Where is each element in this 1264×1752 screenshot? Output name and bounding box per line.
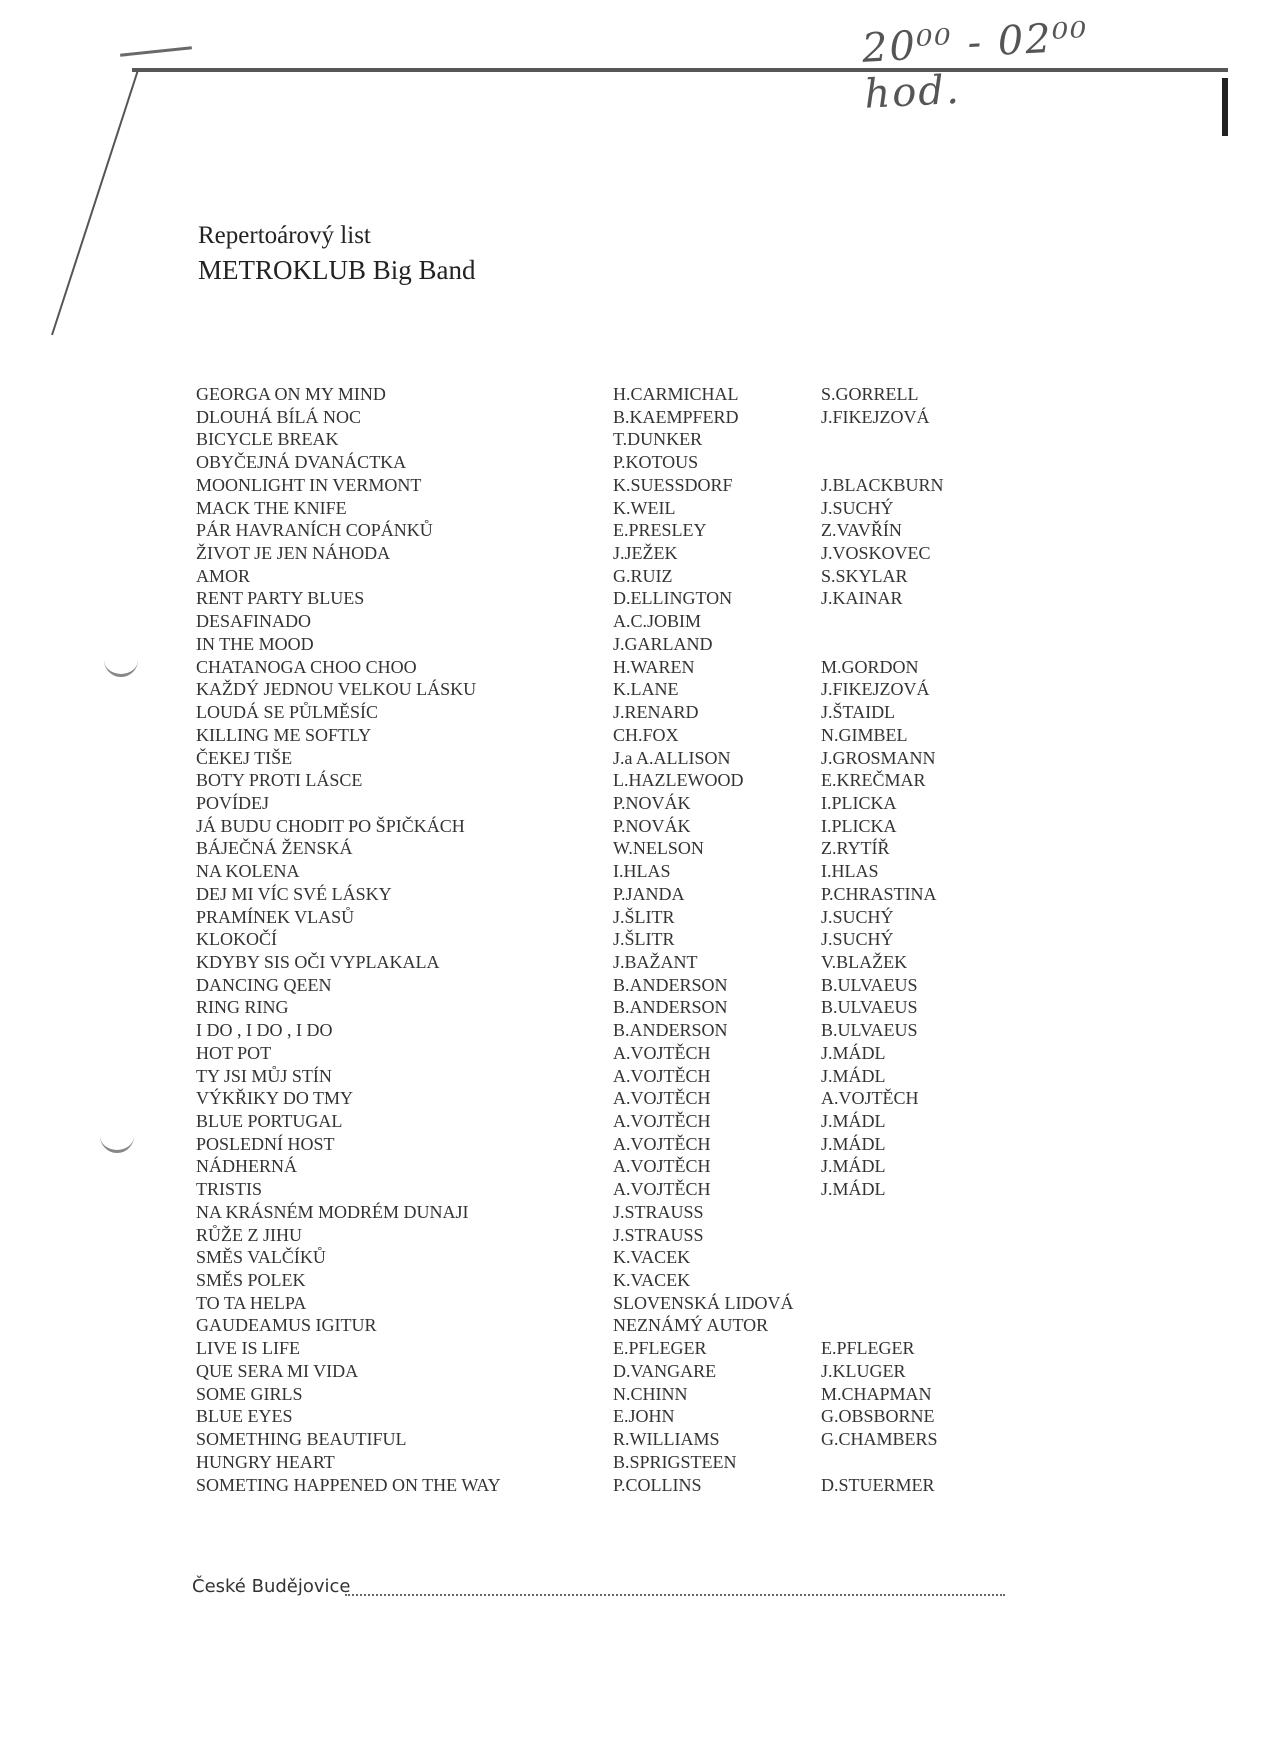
song-title: RING RING	[196, 997, 289, 1018]
composer-name: A.VOJTĚCH	[613, 1111, 711, 1131]
composer-name: H.WAREN	[613, 656, 695, 677]
lyricist-name: I.PLICKA	[821, 815, 897, 836]
lyricist-name: N.GIMBEL	[821, 724, 908, 745]
composer-name: P.NOVÁK	[613, 815, 691, 836]
song-title: SMĚS POLEK	[196, 1270, 306, 1291]
repertoire-row	[196, 974, 1096, 997]
lyricist-name: J.SUCHÝ	[821, 929, 894, 950]
lyricist-name: J.BLACKBURN	[821, 474, 944, 495]
repertoire-row	[196, 883, 1096, 906]
repertoire-row	[196, 1292, 1096, 1315]
composer-name: B.ANDERSON	[613, 997, 728, 1018]
composer-name: J.a A.ALLISON	[613, 747, 731, 768]
song-title: OBYČEJNÁ DVANÁCTKA	[196, 452, 407, 473]
repertoire-row	[196, 1360, 1096, 1383]
repertoire-row	[196, 678, 1096, 701]
repertoire-row	[196, 1451, 1096, 1474]
lyricist-name: V.BLAŽEK	[821, 951, 908, 972]
composer-name: A.VOJTĚCH	[613, 1179, 711, 1200]
repertoire-row	[196, 1201, 1096, 1224]
song-title: TRISTIS	[196, 1179, 263, 1200]
repertoire-row	[196, 542, 1096, 565]
composer-name: P.NOVÁK	[613, 792, 691, 813]
footer-place: České Budějovice	[192, 1576, 351, 1597]
song-title: ČEKEJ TIŠE	[196, 747, 293, 768]
repertoire-row	[196, 747, 1096, 770]
song-title: I DO , I DO , I DO	[196, 1020, 333, 1041]
song-title: AMOR	[196, 565, 251, 586]
composer-name: B.ANDERSON	[613, 974, 728, 995]
composer-name: B.ANDERSON	[613, 1020, 728, 1041]
punch-hole	[104, 650, 138, 677]
song-title: DLOUHÁ BÍLÁ NOC	[196, 406, 361, 427]
lyricist-name: Z.RYTÍŘ	[821, 838, 890, 859]
repertoire-row	[196, 1428, 1096, 1451]
song-title: RŮŽE Z JIHU	[196, 1224, 302, 1245]
song-title: BLUE EYES	[196, 1406, 293, 1427]
composer-name: K.VACEK	[613, 1247, 691, 1268]
repertoire-row	[196, 587, 1096, 610]
song-title: BICYCLE BREAK	[196, 429, 339, 450]
song-title: PRAMÍNEK VLASŮ	[196, 906, 355, 927]
punch-hole	[100, 1126, 134, 1153]
lyricist-name: Z.VAVŘÍN	[821, 520, 902, 541]
repertoire-row	[196, 406, 1096, 429]
composer-name: I.HLAS	[613, 861, 671, 882]
composer-name: CH.FOX	[613, 724, 679, 745]
song-title: LOUDÁ SE PŮLMĚSÍC	[196, 702, 379, 723]
repertoire-row	[196, 1474, 1096, 1497]
song-title: SOMETING HAPPENED ON THE WAY	[196, 1474, 501, 1495]
composer-name: D.VANGARE	[613, 1360, 717, 1381]
repertoire-row	[196, 906, 1096, 929]
repertoire-row	[196, 1133, 1096, 1156]
composer-name: D.ELLINGTON	[613, 588, 733, 609]
lyricist-name: J.GROSMANN	[821, 747, 936, 768]
composer-name: K.VACEK	[613, 1270, 691, 1291]
composer-name: R.WILLIAMS	[613, 1429, 720, 1450]
composer-name: L.HAZLEWOOD	[613, 770, 744, 791]
repertoire-row	[196, 1383, 1096, 1406]
song-title: NÁDHERNÁ	[196, 1156, 297, 1177]
document-title	[198, 219, 476, 287]
lyricist-name: E.PFLEGER	[821, 1338, 915, 1359]
repertoire-row	[196, 1110, 1096, 1133]
lyricist-name: J.MÁDL	[821, 1111, 886, 1131]
lyricist-name: I.HLAS	[821, 861, 879, 882]
song-title: CHATANOGA CHOO CHOO	[196, 656, 417, 677]
lyricist-name: J.ŠTAIDL	[821, 702, 896, 723]
composer-name: P.KOTOUS	[613, 452, 699, 473]
composer-name: G.RUIZ	[613, 565, 673, 586]
composer-name: K.LANE	[613, 679, 679, 700]
repertoire-row	[196, 701, 1096, 724]
composer-name: E.PRESLEY	[613, 520, 707, 541]
song-title: IN THE MOOD	[196, 633, 314, 654]
repertoire-row	[196, 996, 1096, 1019]
title-band-name: METROKLUB Big Band	[198, 255, 476, 285]
repertoire-row	[196, 656, 1096, 679]
song-title: GEORGA ON MY MIND	[196, 384, 386, 404]
repertoire-row	[196, 792, 1096, 815]
song-title: KLOKOČÍ	[196, 929, 277, 950]
composer-name: W.NELSON	[613, 838, 704, 859]
song-title: NA KOLENA	[196, 861, 300, 882]
composer-name: A.VOJTĚCH	[613, 1156, 711, 1177]
lyricist-name: J.SUCHÝ	[821, 497, 894, 518]
composer-name: K.SUESSDORF	[613, 474, 733, 495]
scan-edge-line	[0, 0, 200, 360]
lyricist-name: P.CHRASTINA	[821, 883, 937, 904]
composer-name: T.DUNKER	[613, 429, 703, 450]
composer-name: P.COLLINS	[613, 1474, 702, 1495]
song-title: DANCING QEEN	[196, 974, 332, 995]
repertoire-row	[196, 565, 1096, 588]
repertoire-row	[196, 860, 1096, 883]
repertoire-row	[196, 1314, 1096, 1337]
lyricist-name: J.FIKEJZOVÁ	[821, 406, 930, 427]
lyricist-name: J.VOSKOVEC	[821, 543, 931, 564]
song-title: DEJ MI VÍC SVÉ LÁSKY	[196, 883, 392, 904]
title-repertoire-list: Repertoárový list	[198, 222, 371, 249]
lyricist-name: M.GORDON	[821, 656, 919, 677]
repertoire-row	[196, 1019, 1096, 1042]
composer-name: E.JOHN	[613, 1406, 675, 1427]
song-title: BÁJEČNÁ ŽENSKÁ	[196, 838, 353, 859]
lyricist-name: J.MÁDL	[821, 1133, 886, 1154]
lyricist-name: B.ULVAEUS	[821, 974, 918, 995]
song-title: MACK THE KNIFE	[196, 497, 347, 518]
repertoire-row	[196, 928, 1096, 951]
composer-name: J.STRAUSS	[613, 1224, 704, 1245]
repertoire-row	[196, 519, 1096, 542]
song-title: TO TA HELPA	[196, 1292, 307, 1313]
song-title: ŽIVOT JE JEN NÁHODA	[196, 543, 391, 564]
song-title: POVÍDEJ	[196, 792, 270, 813]
repertoire-row	[196, 837, 1096, 860]
repertoire-row	[196, 951, 1096, 974]
lyricist-name: J.MÁDL	[821, 1156, 886, 1177]
composer-name: A.C.JOBIM	[613, 611, 702, 632]
lyricist-name: B.ULVAEUS	[821, 1020, 918, 1041]
repertoire-row	[196, 451, 1096, 474]
lyricist-name: E.KREČMAR	[821, 770, 926, 791]
lyricist-name: J.MÁDL	[821, 1179, 886, 1200]
composer-name: A.VOJTĚCH	[613, 1065, 711, 1086]
composer-name: B.SPRIGSTEEN	[613, 1451, 737, 1472]
song-title: SOMETHING BEAUTIFUL	[196, 1429, 407, 1450]
lyricist-name: J.MÁDL	[821, 1065, 886, 1086]
song-title: LIVE IS LIFE	[196, 1338, 300, 1359]
lyricist-name: J.SUCHÝ	[821, 906, 894, 927]
composer-name: H.CARMICHAL	[613, 384, 739, 404]
lyricist-name: J.KLUGER	[821, 1360, 906, 1381]
lyricist-name: A.VOJTĚCH	[821, 1088, 919, 1109]
song-title: VÝKŘIKY DO TMY	[196, 1088, 353, 1109]
song-title: SMĚS VALČÍKŮ	[196, 1247, 326, 1268]
repertoire-row	[196, 1337, 1096, 1360]
repertoire-row	[196, 1405, 1096, 1428]
song-title: HOT POT	[196, 1042, 272, 1063]
repertoire-row	[196, 610, 1096, 633]
lyricist-name: G.CHAMBERS	[821, 1429, 938, 1450]
lyricist-name: S.SKYLAR	[821, 565, 908, 586]
composer-name: A.VOJTĚCH	[613, 1133, 711, 1154]
composer-name: NEZNÁMÝ AUTOR	[613, 1315, 769, 1336]
repertoire-row	[196, 769, 1096, 792]
lyricist-name: J.MÁDL	[821, 1042, 886, 1063]
song-title: HUNGRY HEART	[196, 1451, 335, 1472]
repertoire-row	[196, 1042, 1096, 1065]
signature-dotted-line	[345, 1592, 1005, 1596]
lyricist-name: J.KAINAR	[821, 588, 903, 609]
repertoire-row	[196, 815, 1096, 838]
repertoire-row	[196, 428, 1096, 451]
handwritten-time-note: 20⁰⁰ - 02⁰⁰ hod.	[860, 14, 1090, 118]
lyricist-name: D.STUERMER	[821, 1474, 935, 1495]
repertoire-list	[196, 383, 1096, 1496]
song-title: QUE SERA MI VIDA	[196, 1360, 359, 1381]
composer-name: SLOVENSKÁ LIDOVÁ	[613, 1292, 794, 1313]
composer-name: A.VOJTĚCH	[613, 1088, 711, 1109]
lyricist-name: M.CHAPMAN	[821, 1383, 932, 1404]
composer-name: E.PFLEGER	[613, 1338, 707, 1359]
song-title: MOONLIGHT IN VERMONT	[196, 474, 422, 495]
song-title: KAŽDÝ JEDNOU VELKOU LÁSKU	[196, 679, 477, 700]
lyricist-name: G.OBSBORNE	[821, 1406, 935, 1427]
repertoire-row	[196, 1155, 1096, 1178]
composer-name: K.WEIL	[613, 497, 676, 518]
composer-name: J.ŠLITR	[613, 906, 675, 927]
song-title: RENT PARTY BLUES	[196, 588, 365, 609]
repertoire-row	[196, 383, 1096, 406]
song-title: KILLING ME SOFTLY	[196, 724, 372, 745]
repertoire-row	[196, 1224, 1096, 1247]
song-title: SOME GIRLS	[196, 1383, 303, 1404]
composer-name: J.BAŽANT	[613, 951, 698, 972]
repertoire-row	[196, 1269, 1096, 1292]
composer-name: J.STRAUSS	[613, 1201, 704, 1222]
repertoire-row	[196, 724, 1096, 747]
repertoire-row	[196, 633, 1096, 656]
song-title: DESAFINADO	[196, 611, 312, 632]
song-title: POSLEDNÍ HOST	[196, 1133, 335, 1154]
song-title: BLUE PORTUGAL	[196, 1111, 343, 1131]
lyricist-name: B.ULVAEUS	[821, 997, 918, 1018]
song-title: KDYBY SIS OČI VYPLAKALA	[196, 951, 440, 972]
song-title: BOTY PROTI LÁSCE	[196, 770, 363, 791]
composer-name: A.VOJTĚCH	[613, 1042, 711, 1063]
composer-name: J.RENARD	[613, 702, 699, 723]
song-title: GAUDEAMUS IGITUR	[196, 1315, 377, 1336]
repertoire-row	[196, 497, 1096, 520]
top-rule	[132, 68, 1228, 72]
scan-artifact-bar	[1222, 78, 1228, 136]
composer-name: N.CHINN	[613, 1383, 688, 1404]
repertoire-row	[196, 1178, 1096, 1201]
composer-name: P.JANDA	[613, 883, 685, 904]
lyricist-name: J.FIKEJZOVÁ	[821, 679, 930, 700]
repertoire-row	[196, 1246, 1096, 1269]
song-title: TY JSI MŮJ STÍN	[196, 1065, 332, 1086]
repertoire-row	[196, 1087, 1096, 1110]
composer-name: J.JEŽEK	[613, 543, 678, 564]
composer-name: J.ŠLITR	[613, 929, 675, 950]
repertoire-row	[196, 474, 1096, 497]
repertoire-row	[196, 1065, 1096, 1088]
lyricist-name: S.GORRELL	[821, 384, 919, 404]
lyricist-name: I.PLICKA	[821, 792, 897, 813]
song-title: JÁ BUDU CHODIT PO ŠPIČKÁCH	[196, 815, 465, 836]
composer-name: J.GARLAND	[613, 633, 713, 654]
song-title: NA KRÁSNÉM MODRÉM DUNAJI	[196, 1201, 469, 1222]
composer-name: B.KAEMPFERD	[613, 406, 739, 427]
song-title: PÁR HAVRANÍCH COPÁNKŮ	[196, 520, 433, 541]
